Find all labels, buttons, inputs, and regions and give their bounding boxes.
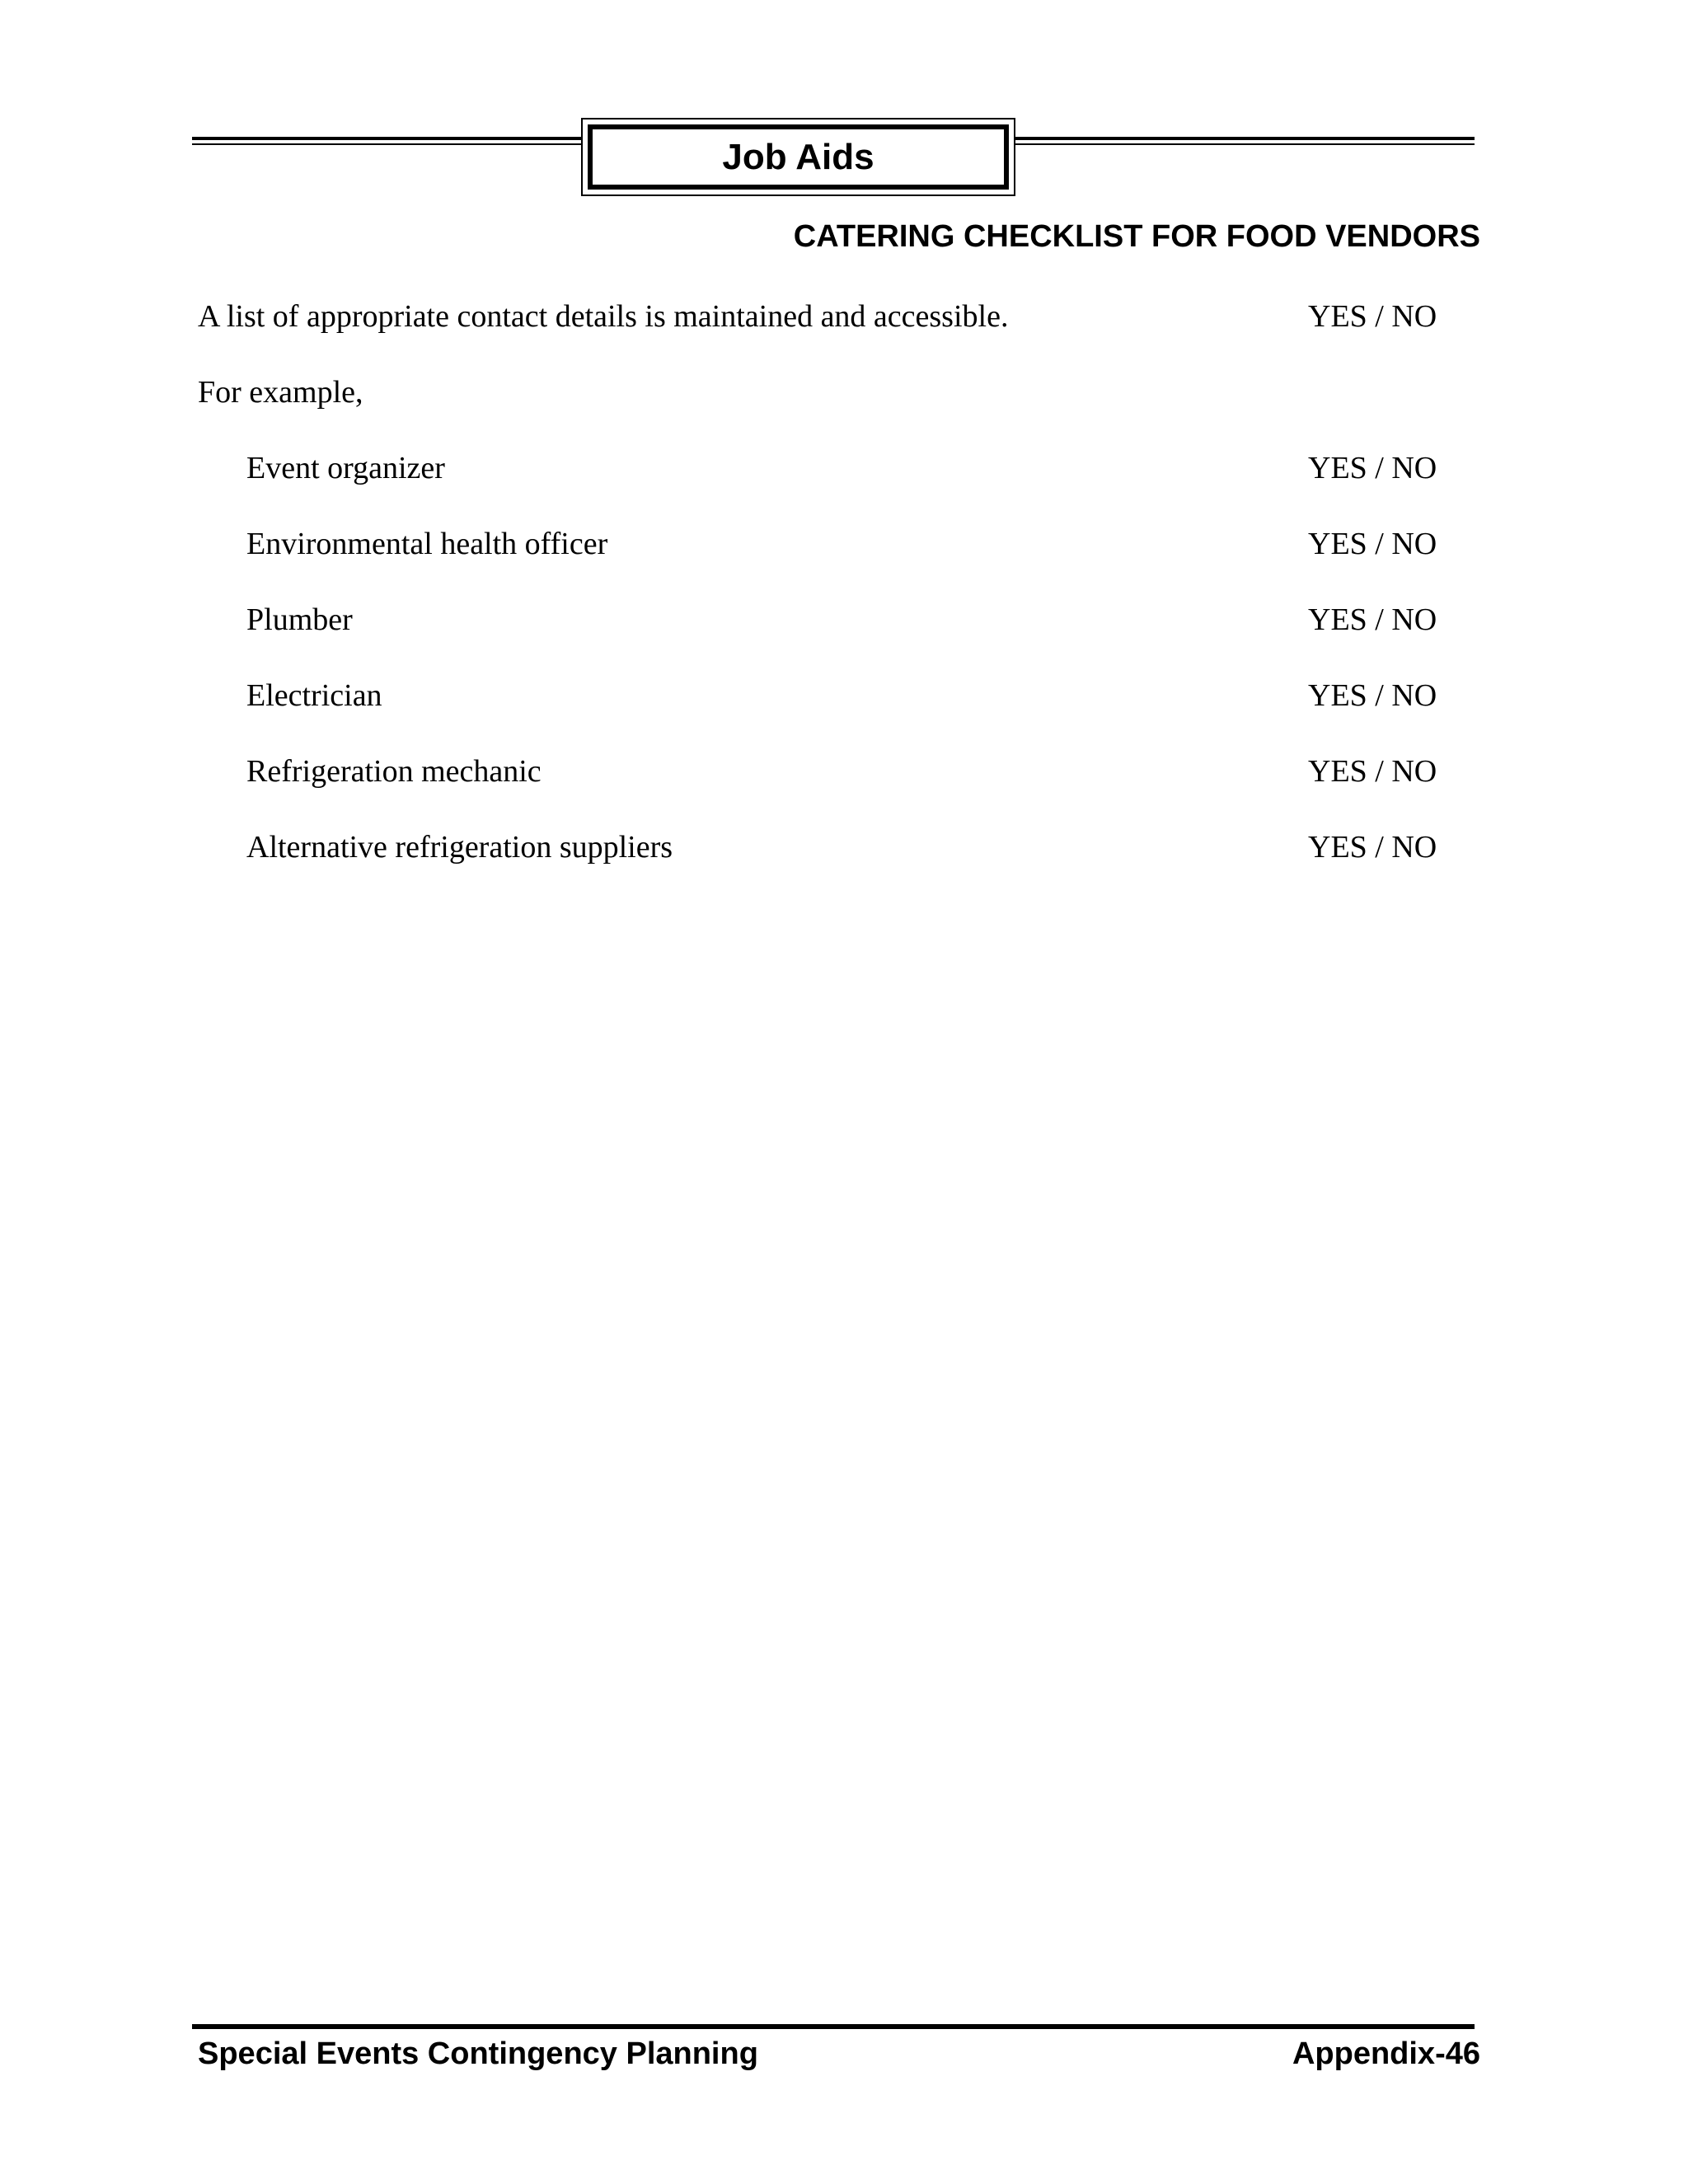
- checklist-intro-label: A list of appropriate contact details is maintained and accessible.: [198, 299, 1009, 334]
- title-box-inner: [588, 124, 1009, 190]
- checklist-intro-answer: YES / NO: [1308, 299, 1437, 334]
- checklist-item-label: Environmental health officer: [246, 527, 608, 561]
- example-label: For example,: [198, 375, 363, 410]
- footer-page-number: Appendix-46: [1292, 2036, 1480, 2071]
- title-box: [581, 118, 1015, 196]
- checklist-item-label: Event organizer: [246, 451, 445, 485]
- checklist-item-answer: YES / NO: [1308, 602, 1437, 637]
- header-rule-right: [1015, 137, 1475, 140]
- checklist-item-label: Refrigeration mechanic: [246, 754, 542, 789]
- checklist-item: [0, 599, 1688, 640]
- header-rule-left: [192, 137, 581, 140]
- checklist-item-answer: YES / NO: [1308, 830, 1437, 865]
- checklist-item: [0, 448, 1688, 489]
- checklist-item: [0, 675, 1688, 716]
- footer-document-title: Special Events Contingency Planning: [198, 2036, 758, 2071]
- checklist-item: [0, 827, 1688, 868]
- checklist-item-answer: YES / NO: [1308, 451, 1437, 485]
- example-row: [0, 372, 1688, 413]
- footer-rule: [192, 2024, 1475, 2029]
- checklist-item-answer: YES / NO: [1308, 754, 1437, 789]
- checklist-intro-row: [0, 296, 1688, 337]
- checklist-item-answer: YES / NO: [1308, 678, 1437, 713]
- checklist-item-answer: YES / NO: [1308, 527, 1437, 561]
- checklist-item: [0, 523, 1688, 565]
- checklist-item-label: Alternative refrigeration suppliers: [246, 830, 673, 865]
- checklist-item-label: Plumber: [246, 602, 353, 637]
- section-heading: CATERING CHECKLIST FOR FOOD VENDORS: [793, 219, 1480, 254]
- page-title: Job Aids: [722, 136, 874, 177]
- checklist-item-label: Electrician: [246, 678, 382, 713]
- checklist-item: [0, 751, 1688, 792]
